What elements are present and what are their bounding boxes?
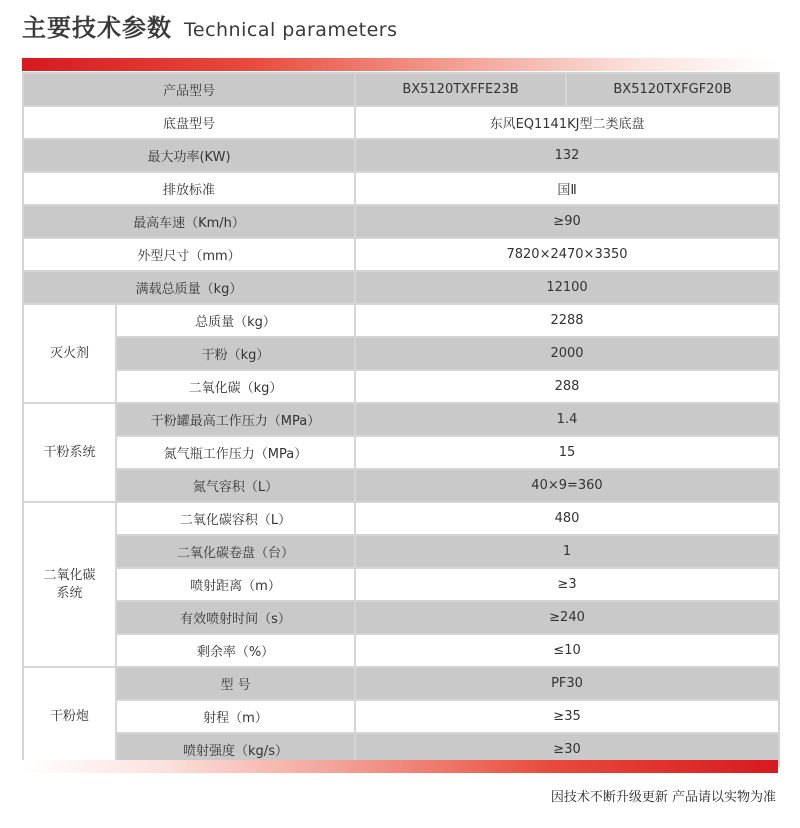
table-row bbox=[23, 271, 779, 304]
row-label: 剩余率（%） bbox=[116, 634, 355, 667]
row-value: ≥35 bbox=[355, 700, 779, 733]
row-value: ≥240 bbox=[355, 601, 779, 634]
row-value: 2288 bbox=[355, 304, 779, 337]
table-row bbox=[23, 304, 779, 337]
row-value: 1 bbox=[355, 535, 779, 568]
model-cell: BX5120TXFFE23B bbox=[355, 73, 566, 106]
group-label: 干粉炮 bbox=[23, 667, 116, 766]
row-label: 最大功率(KW) bbox=[23, 139, 355, 172]
row-label: 喷射强度（kg/s） bbox=[116, 733, 355, 766]
row-value: 东风EQ1141KJ型二类底盘 bbox=[355, 106, 779, 139]
table-row bbox=[23, 238, 779, 271]
table-row bbox=[23, 106, 779, 139]
row-label: 喷射距离（m） bbox=[116, 568, 355, 601]
header-label: 产品型号 bbox=[23, 73, 355, 106]
group-label: 干粉系统 bbox=[23, 403, 116, 502]
row-value: ≤10 bbox=[355, 634, 779, 667]
row-label: 二氧化碳卷盘（台） bbox=[116, 535, 355, 568]
row-label: 有效喷射时间（s） bbox=[116, 601, 355, 634]
row-label: 氮气容积（L） bbox=[116, 469, 355, 502]
model-cell: BX5120TXFGF20B bbox=[566, 73, 779, 106]
bottom-accent-bar bbox=[22, 760, 778, 773]
title-english: Technical parameters bbox=[184, 19, 398, 41]
table-row bbox=[23, 601, 779, 634]
table-row bbox=[23, 535, 779, 568]
table-row bbox=[23, 667, 779, 700]
row-value: ≥30 bbox=[355, 733, 779, 766]
footnote: 因技术不断升级更新 产品请以实物为准 bbox=[550, 790, 776, 805]
top-accent-bar bbox=[22, 58, 778, 71]
row-value: 2000 bbox=[355, 337, 779, 370]
group-label: 灭火剂 bbox=[23, 304, 116, 403]
row-value: 12100 bbox=[355, 271, 779, 304]
row-label: 干粉（kg） bbox=[116, 337, 355, 370]
table-row bbox=[23, 700, 779, 733]
row-label: 排放标准 bbox=[23, 172, 355, 205]
row-value: 1.4 bbox=[355, 403, 779, 436]
table-header-row bbox=[23, 73, 779, 106]
row-label: 二氧化碳（kg） bbox=[116, 370, 355, 403]
row-value: 7820×2470×3350 bbox=[355, 238, 779, 271]
row-value: 15 bbox=[355, 436, 779, 469]
table-row bbox=[23, 469, 779, 502]
row-value: 132 bbox=[355, 139, 779, 172]
table-row bbox=[23, 172, 779, 205]
table-row bbox=[23, 502, 779, 535]
row-label: 二氧化碳容积（L） bbox=[116, 502, 355, 535]
row-label: 底盘型号 bbox=[23, 106, 355, 139]
page-title bbox=[22, 8, 398, 44]
table-row bbox=[23, 205, 779, 238]
row-label: 干粉罐最高工作压力（MPa） bbox=[116, 403, 355, 436]
row-label: 氮气瓶工作压力（MPa） bbox=[116, 436, 355, 469]
title-chinese: 主要技术参数 bbox=[22, 14, 172, 42]
row-value: PF30 bbox=[355, 667, 779, 700]
parameters-table bbox=[22, 72, 780, 767]
row-label: 射程（m） bbox=[116, 700, 355, 733]
table-row bbox=[23, 436, 779, 469]
table-row bbox=[23, 403, 779, 436]
row-value: 480 bbox=[355, 502, 779, 535]
row-label: 总质量（kg） bbox=[116, 304, 355, 337]
row-value: 国Ⅱ bbox=[355, 172, 779, 205]
row-label: 满载总质量（kg） bbox=[23, 271, 355, 304]
row-value: 40×9=360 bbox=[355, 469, 779, 502]
row-label: 型 号 bbox=[116, 667, 355, 700]
table-row bbox=[23, 634, 779, 667]
table-row bbox=[23, 337, 779, 370]
row-value: ≥90 bbox=[355, 205, 779, 238]
row-value: 288 bbox=[355, 370, 779, 403]
row-label: 最高车速（Km/h） bbox=[23, 205, 355, 238]
row-label: 外型尺寸（mm） bbox=[23, 238, 355, 271]
table-row bbox=[23, 370, 779, 403]
row-value: ≥3 bbox=[355, 568, 779, 601]
table-row bbox=[23, 139, 779, 172]
table-row bbox=[23, 568, 779, 601]
group-label: 二氧化碳 系统 bbox=[23, 502, 116, 667]
